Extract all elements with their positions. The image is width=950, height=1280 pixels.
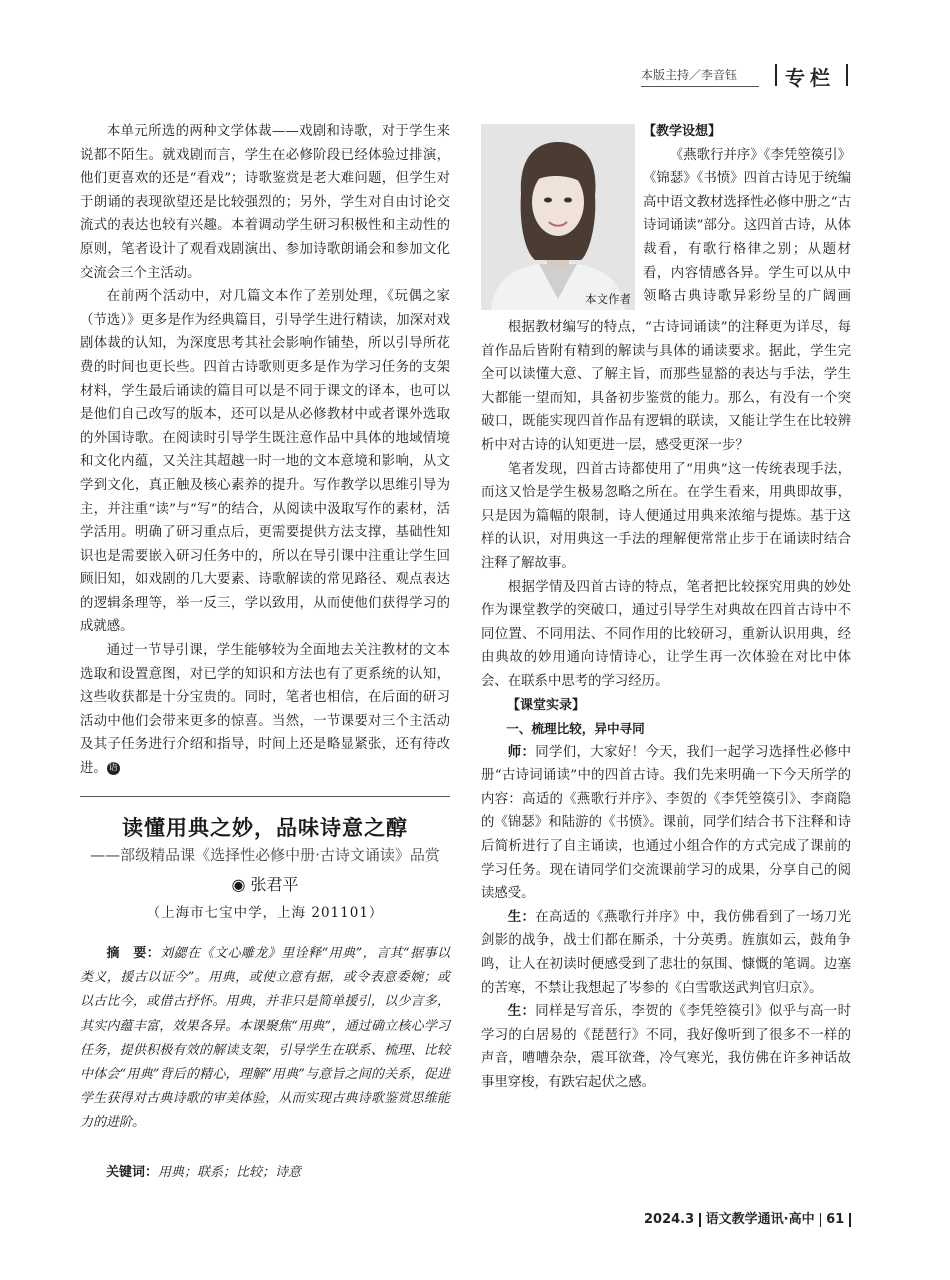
paragraph: 笔者发现，四首古诗都使用了“用典”这一传统表现手法，而这又恰是学生极易忽略之所在。在学生看来，用典即故事，只是因为篇幅的限制，诗人便通过用典来浓缩与提炼。基于这样的认识，对用典这一手法的理解便常常止步于在诵读时结合注释了解故事。 — [481, 461, 851, 571]
column-label: 专栏 — [785, 66, 835, 90]
keywords-text: 用典；联系；比较；诗意 — [158, 1165, 302, 1180]
author-portrait-icon — [481, 124, 635, 310]
footer-divider — [820, 1213, 822, 1227]
section-heading-record: 【课堂实录】 — [507, 697, 586, 713]
author-photo — [481, 124, 635, 310]
dialogue-text: 在高适的《燕歌行并序》中，我仿佛看到了一场刀光剑影的战争，战士们都在厮杀，十分英勇。旌旗如云，鼓角争鸣，让人在初读时便感受到了悲壮的氛围、慷慨的笔调。边塞的苦寒，不禁让我想起了岑参的《白雪歌送武判官归京》。 — [481, 909, 851, 996]
page-footer — [644, 1208, 856, 1227]
article-subtitle: ——部级精品课《选择性必修中册·古诗文诵读》品赏 — [90, 846, 440, 864]
speaker-label: 师： — [507, 743, 536, 760]
dialogue-text: 同样是写音乐，李贺的《李凭箜篌引》似乎与高一时学习的白居易的《琵琶行》不同，我好像听到了很多不一样的声音，嘈嘈杂杂，震耳欲聋，冷气寒光，我仿佛在许多神话故事里穿梭，有跌宕起伏之感。 — [481, 1004, 851, 1090]
article-body-right — [481, 316, 851, 1095]
design-intro — [643, 120, 851, 309]
article-author: ◉ 张君平 — [231, 875, 299, 894]
subsection-heading: 一、梳理比较，异中寻同 — [506, 721, 645, 737]
keywords — [80, 1161, 450, 1180]
end-mark-icon: 语 — [108, 763, 118, 774]
abstract-text: 刘勰在《文心雕龙》里诠释“用典”，言其“据事以类义，援古以证今”。用典，或使立意有据，或令表意委婉；或以古比今，或借古抒怀。用典，并非只是简单援引，以少言多，其实内蕴丰富，效果各异。本课聚焦“用典”，通过确立核心学习任务，提供积极有效的解读支架，引导学生在联系、梳理、比较中体会“用典”背后的精心，理解“用典”与意旨之间的关系，促进学生获得对古典诗歌的审美体验，从而实现古典诗歌鉴赏思维能力的进阶。 — [80, 946, 450, 1131]
dialogue-turn — [481, 906, 851, 1000]
speaker-label: 生： — [507, 908, 536, 925]
speaker-label: 生： — [507, 1003, 536, 1020]
paragraph: 在前两个活动中，对几篇文本作了差别处理，《玩偶之家（节选）》更多是作为经典篇目，引导学生进行精读，加深对戏剧体裁的认知，为深度思考其社会影响作铺垫，所以引导所花费的时间也更长些。四首古诗歌则更多是作为学习任务的支架材料，学生最后诵读的篇目可以是不同于课文的译本，也可以是他们自己改写的版本，还可以是从必修教材中或者课外选取的外国诗歌。在阅读时引导学生既注意作品中具体的地域情境和文化内蕴，又关注其超越一时一地的文本意境和影响，从文学到文化，真正触及核心素养的提升。写作教学以思维引导为主，并注重“读”与“写”的结合，从阅读中汲取写作的素材，活学活用。明确了研习重点后，更需要提供方法支撑，基础性知识也是需要嵌入研习任务中的，所以在导引课中注重让学生回顾旧知，如戏剧的几大要素、诗歌解读的常见路径、观点表达的逻辑条理等，举一反三，学以致用，从而使他们获得学习的成就感。 — [80, 289, 450, 635]
footer-divider — [699, 1213, 701, 1227]
paragraph: 本单元所选的两种文学体裁——戏剧和诗歌，对于学生来说都不陌生。就戏剧而言，学生在必修阶段已经体验过排演，他们更喜欢的还是“看戏”；诗歌鉴赏是老大难问题，但学生对于朗诵的表现欲望还是比较强烈的；另外，学生对自由讨论交流式的表达也较有兴趣。本着调动学生研习积极性和主动性的原则，笔者设计了观看戏剧演出、参加诗歌朗诵会和参加文化交流会三个主活动。 — [80, 124, 450, 281]
paragraph: 根据学情及四首古诗的特点，笔者把比较探究用典的妙处作为课堂教学的突破口，通过引导学生对典故在四首古诗中不同位置、不同用法、不同作用的比较研习，重新认识用典，经由典故的妙用通向诗情诗心，让学生再一次体验在对比中体会、在联系中思考的学习经历。 — [481, 579, 851, 689]
paragraph-design-intro: 《燕歌行并序》《李凭箜篌引》《锦瑟》《书愤》四首古诗见于统编高中语文教材选择性必修中册之“古诗词诵读”部分。这四首古诗，从体裁看，有歌行格律之别；从题材看，内容情感各异。学生可以从中领略古典诗歌异彩纷呈的广阔画 — [643, 147, 851, 305]
keywords-label: 关键词： — [106, 1165, 159, 1180]
paragraph-text: 通过一节导引课，学生能够较为全面地去关注教材的文本选取和设置意图，对已学的知识和方法也有了更系统的认知，这些收获都是十分宝贵的。同时，笔者也相信，在后面的研习活动中他们会带来更多的惊喜。当然，一节课要对三个主活动及其子任务进行介绍和指导，时间上还是略显紧张，还有待改进。 — [80, 643, 450, 777]
dialogue-turn — [481, 1000, 851, 1094]
abstract-label: 摘 要： — [106, 946, 161, 961]
author-affiliation: （上海市七宝中学，上海 201101） — [146, 905, 384, 921]
abstract — [80, 942, 450, 1136]
dialogue-turn — [481, 741, 851, 906]
photo-caption: 本文作者 — [585, 292, 631, 306]
article-divider — [80, 796, 450, 797]
header-divider — [775, 64, 777, 86]
previous-article-text — [80, 120, 450, 781]
paragraph: 根据教材编写的特点，“古诗词诵读”的注释更为详尽，每首作品后皆附有精到的解读与具体的诵读要求。据此，学生完全可以读懂大意、了解主旨，而那些显豁的表达与手法，学生大都能一望而知，具备初步鉴赏的能力。那么，有没有一个突破口，既能实现四首作品有逻辑的联读，又能让学生在比较辨析中对古诗的认知更进一层，感受更深一步？ — [481, 320, 851, 453]
issue-number: 2024.3 — [644, 1212, 695, 1227]
article-title: 读懂用典之妙，品味诗意之醇 — [122, 815, 408, 840]
page-number: 61 — [826, 1212, 845, 1227]
dialogue-text: 同学们，大家好！今天，我们一起学习选择性必修中册“古诗词诵读”中的四首古诗。我们先来明确一下今天所学的内容：高适的《燕歌行并序》、李贺的《李凭箜篌引》、李商隐的《锦瑟》和陆游的《书愤》。课前，同学们结合书下注释和诗后简析进行了自主诵读，也通过小组合作的方式完成了课前的学习任务。现在请同学们交流课前学习的成果，分享自己的阅读感受。 — [481, 744, 851, 902]
paragraph — [80, 639, 450, 781]
footer-divider — [849, 1213, 851, 1227]
host-credit: 本版主持／李音钰 — [641, 66, 759, 87]
journal-name: 语文教学通讯·高中 — [705, 1212, 815, 1227]
section-heading-design: 【教学设想】 — [643, 124, 722, 139]
header-divider — [846, 64, 848, 86]
